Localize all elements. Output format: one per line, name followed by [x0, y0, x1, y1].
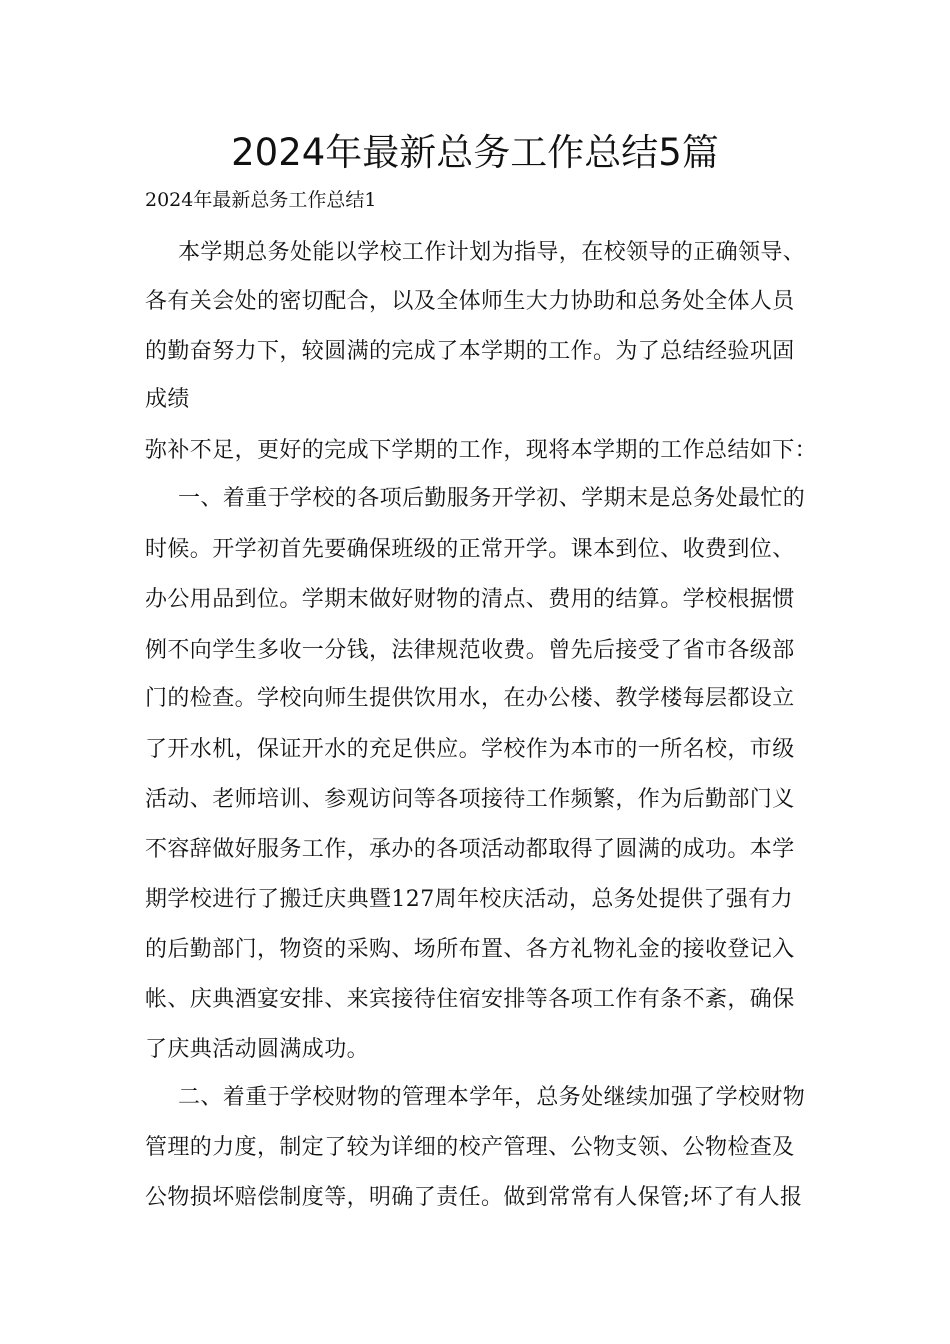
document-title: 2024年最新总务工作总结5篇 — [231, 131, 719, 174]
paragraph-line: 了庆典活动圆满成功。 — [145, 1037, 370, 1062]
paragraph-line: 时候。开学初首先要确保班级的正常开学。课本到位、收费到位、 — [145, 537, 795, 562]
paragraph-line: 例不向学生多收一分钱，法律规范收费。曾先后接受了省市各级部 — [145, 638, 795, 663]
paragraph-line: 门的检查。学校向师生提供饮用水，在办公楼、教学楼每层都设立 — [145, 686, 795, 711]
paragraph-line: 帐、庆典酒宴安排、来宾接待住宿安排等各项工作有条不紊，确保 — [145, 987, 795, 1012]
paragraph-line: 不容辞做好服务工作，承办的各项活动都取得了圆满的成功。本学 — [145, 837, 795, 862]
paragraph-line: 的勤奋努力下，较圆满的完成了本学期的工作。为了总结经验巩固 — [145, 339, 795, 364]
paragraph-line: 二、着重于学校财物的管理本学年，总务处继续加强了学校财物 — [178, 1085, 806, 1110]
paragraph-line: 期学校进行了搬迁庆典暨127周年校庆活动，总务处提供了强有力 — [145, 887, 793, 912]
section-heading: 2024年最新总务工作总结1 — [145, 189, 377, 211]
paragraph-line: 办公用品到位。学期末做好财物的清点、费用的结算。学校根据惯 — [145, 587, 795, 612]
paragraph-line: 的后勤部门，物资的采购、场所布置、各方礼物礼金的接收登记入 — [145, 937, 795, 962]
paragraph-line: 弥补不足，更好的完成下学期的工作，现将本学期的工作总结如下： — [145, 438, 818, 463]
paragraph-line: 了开水机，保证开水的充足供应。学校作为本市的一所名校，市级 — [145, 737, 795, 762]
paragraph-line: 管理的力度，制定了较为详细的校产管理、公物支领、公物检查及 — [145, 1135, 795, 1160]
paragraph-line: 成绩 — [145, 387, 190, 412]
paragraph-line: 各有关会处的密切配合，以及全体师生大力协助和总务处全体人员 — [145, 289, 795, 314]
paragraph-line: 活动、老师培训、参观访问等各项接待工作频繁，作为后勤部门义 — [145, 787, 795, 812]
paragraph-line: 公物损坏赔偿制度等，明确了责任。做到常常有人保管;坏了有人报 — [145, 1185, 803, 1210]
paragraph-line: 一、着重于学校的各项后勤服务开学初、学期末是总务处最忙的 — [178, 486, 806, 511]
paragraph-line: 本学期总务处能以学校工作计划为指导，在校领导的正确领导、 — [178, 240, 806, 265]
